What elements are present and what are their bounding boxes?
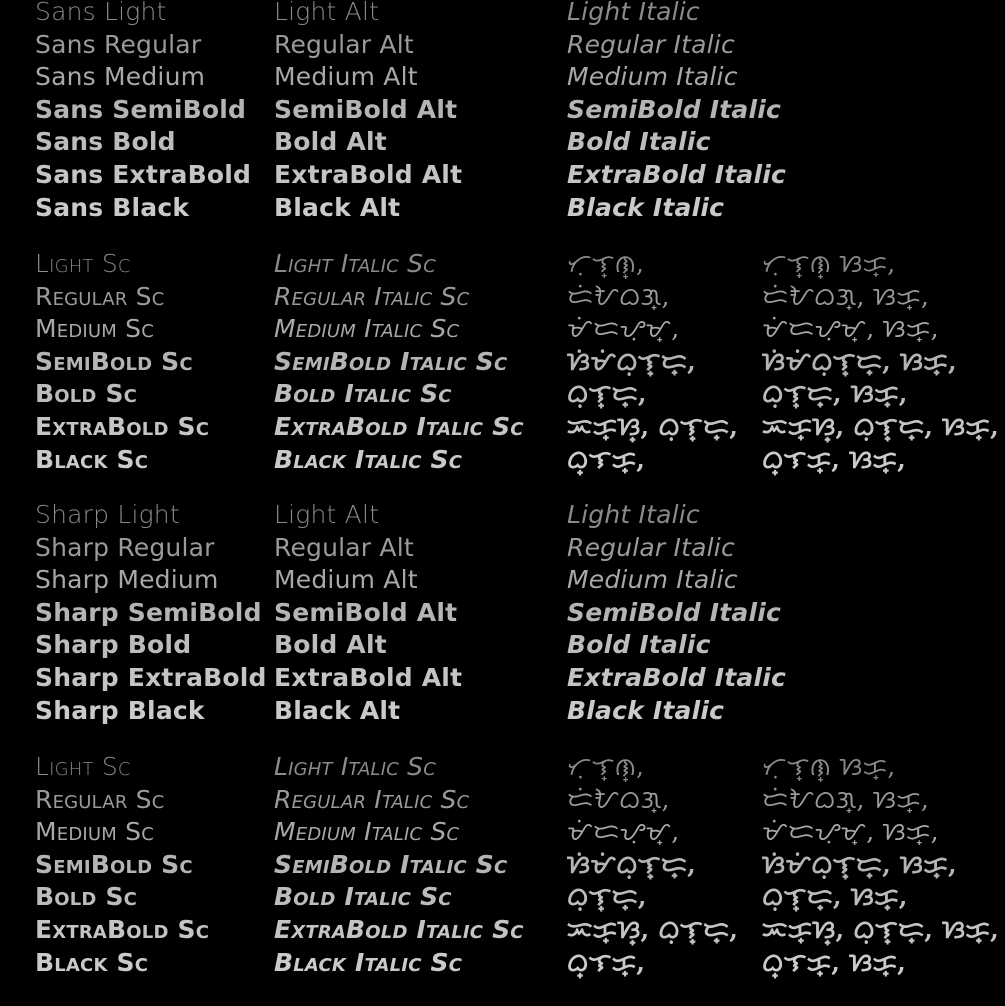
specimen-line: Sans Black: [35, 192, 190, 222]
script-line: ᜇᜒᜀᜊᜄ᜔, ᜐᜃ᜔,: [762, 784, 930, 814]
specimen-line: Medium Alt: [274, 565, 418, 595]
specimen-line: ExtraBold Sc: [35, 411, 210, 441]
script-line: ᜇᜒᜀᜊᜄ᜔,: [567, 281, 670, 311]
specimen-line: Bold Alt: [274, 630, 387, 660]
specimen-line: Sans SemiBold: [35, 94, 247, 124]
specimen-line: Bold Italic Sc: [274, 379, 452, 409]
script-line: ᜐᜒᜋᜒᜊᜓᜎ᜔ᜇ᜔, ᜐᜃ᜔,: [762, 346, 957, 376]
specimen-line: Black Italic: [567, 695, 725, 725]
script-line: ᜁᜃ᜔ᜐ᜔, ᜊᜓᜎ᜔ᜇ᜔, ᜐᜃ᜔,: [762, 411, 999, 441]
specimen-line: Medium Italic: [567, 565, 738, 595]
specimen-line: Sharp Bold: [35, 630, 192, 660]
specimen-line: Sharp Black: [35, 695, 205, 725]
specimen-line: SemiBold Alt: [274, 597, 458, 627]
script-line: ᜊᜓᜎ᜔ᜇ᜔,: [567, 882, 647, 912]
specimen-line: Light Italic Sc: [274, 249, 436, 278]
script-line: ᜇᜒᜀᜊᜄ᜔, ᜐᜃ᜔,: [762, 281, 930, 311]
column-baybayin-sc-weights: [762, 248, 999, 476]
column-alt-weights: [274, 0, 462, 224]
column-alt-weights: [274, 499, 462, 727]
specimen-line: Bold Alt: [274, 127, 387, 157]
script-line: ᜐᜒᜋᜒᜊᜓᜎ᜔ᜇ᜔,: [567, 346, 697, 376]
specimen-line: Black Alt: [274, 695, 401, 725]
script-line: ᜊ᜔ᜎᜃ᜔,: [567, 947, 646, 977]
script-line: ᜊ᜔ᜎᜃ᜔, ᜐᜃ᜔,: [762, 444, 907, 474]
specimen-line: ExtraBold Italic: [567, 662, 787, 692]
specimen-line: SemiBold Sc: [35, 346, 193, 376]
specimen-line: Medium Alt: [274, 62, 418, 92]
specimen-line: Light Italic: [567, 500, 700, 529]
column-baybayin-weights: [567, 248, 738, 476]
specimen-line: Medium Italic Sc: [274, 817, 460, 847]
specimen-line: Black Italic: [567, 192, 725, 222]
script-line: ᜐᜒᜋᜒᜊᜓᜎ᜔ᜇ᜔, ᜐᜃ᜔,: [762, 849, 957, 879]
script-line: ᜊᜓᜎ᜔ᜇ᜔,: [567, 379, 647, 409]
specimen-line: Regular Alt: [274, 532, 414, 562]
specimen-line: Black Alt: [274, 192, 401, 222]
specimen-line: SemiBold Sc: [35, 849, 193, 879]
specimen-line: Regular Italic Sc: [274, 281, 470, 311]
specimen-line: ExtraBold Alt: [274, 159, 463, 189]
script-line: ᜋᜒᜇᜌᜓᜋ᜔, ᜐᜃ᜔,: [762, 817, 939, 847]
specimen-line: Sans Light: [35, 0, 167, 26]
specimen-line: Light Alt: [274, 0, 380, 26]
column-italic-weights: [567, 0, 786, 224]
specimen-line: Sans Medium: [35, 62, 206, 92]
script-line: ᜇᜒᜀᜊᜄ᜔,: [567, 784, 670, 814]
specimen-line: Regular Sc: [35, 281, 165, 311]
specimen-line: Sharp Medium: [35, 565, 219, 595]
column-sans-weights: [35, 0, 251, 224]
script-line: ᜊ᜔ᜎᜃ᜔, ᜐᜃ᜔,: [762, 947, 907, 977]
specimen-line: Regular Italic: [567, 29, 735, 59]
specimen-line: Medium Italic Sc: [274, 314, 460, 344]
specimen-line: Sans Bold: [35, 127, 176, 157]
specimen-line: ExtraBold Italic: [567, 159, 787, 189]
script-line: ᜆᜓᜎ᜔ᜈ᜔,: [567, 249, 645, 278]
specimen-line: SemiBold Alt: [274, 94, 458, 124]
specimen-line: Light Italic Sc: [274, 752, 436, 781]
specimen-line: Sharp ExtraBold: [35, 662, 267, 692]
script-line: ᜋᜒᜇᜌᜓᜋ᜔, ᜐᜃ᜔,: [762, 314, 939, 344]
script-line: ᜁᜃ᜔ᜐ᜔, ᜊᜓᜎ᜔ᜇ᜔,: [567, 914, 739, 944]
specimen-line: SemiBold Italic: [567, 94, 782, 124]
specimen-line: Light Alt: [274, 500, 380, 529]
column-italic-smallcaps-weights: [274, 751, 524, 979]
specimen-line: Black Sc: [35, 444, 149, 474]
specimen-line: Regular Alt: [274, 29, 414, 59]
script-line: ᜋᜒᜇᜌᜓᜋ᜔,: [567, 817, 680, 847]
script-line: ᜆᜓᜎ᜔ᜈ᜔,: [567, 752, 645, 781]
specimen-line: Medium Sc: [35, 817, 155, 847]
specimen-line: SemiBold Italic Sc: [274, 346, 508, 376]
specimen-line: ExtraBold Italic Sc: [274, 411, 524, 441]
specimen-line: ExtraBold Italic Sc: [274, 914, 524, 944]
script-line: ᜆᜓᜎ᜔ᜈ᜔ ᜐᜃ᜔,: [762, 249, 896, 278]
specimen-line: Bold Italic: [567, 630, 711, 660]
specimen-line: Bold Italic: [567, 127, 711, 157]
column-smallcaps-weights: [35, 751, 209, 979]
script-line: ᜁᜃ᜔ᜐ᜔, ᜊᜓᜎ᜔ᜇ᜔, ᜐᜃ᜔,: [762, 914, 999, 944]
script-line: ᜊᜓᜎ᜔ᜇ᜔, ᜐᜃ᜔,: [762, 379, 908, 409]
specimen-line: Black Sc: [35, 947, 149, 977]
specimen-line: ExtraBold Alt: [274, 662, 463, 692]
specimen-line: Regular Italic Sc: [274, 784, 470, 814]
script-line: ᜊᜓᜎ᜔ᜇ᜔, ᜐᜃ᜔,: [762, 882, 908, 912]
specimen-line: SemiBold Italic: [567, 597, 782, 627]
specimen-line: Sharp Regular: [35, 532, 215, 562]
column-baybayin-sc-weights: [762, 751, 999, 979]
column-baybayin-weights: [567, 751, 738, 979]
specimen-line: Medium Italic: [567, 62, 738, 92]
specimen-line: Light Italic: [567, 0, 700, 26]
column-italic-weights: [567, 499, 786, 727]
script-line: ᜆᜓᜎ᜔ᜈ᜔ ᜐᜃ᜔,: [762, 752, 896, 781]
specimen-line: Bold Italic Sc: [274, 882, 452, 912]
specimen-line: Light Sc: [35, 249, 131, 278]
specimen-line: ExtraBold Sc: [35, 914, 210, 944]
specimen-line: Black Italic Sc: [274, 444, 463, 474]
specimen-line: SemiBold Italic Sc: [274, 849, 508, 879]
specimen-line: Light Sc: [35, 752, 131, 781]
specimen-line: Medium Sc: [35, 314, 155, 344]
script-line: ᜐᜒᜋᜒᜊᜓᜎ᜔ᜇ᜔,: [567, 849, 697, 879]
specimen-line: Bold Sc: [35, 379, 138, 409]
column-italic-smallcaps-weights: [274, 248, 524, 476]
column-smallcaps-weights: [35, 248, 209, 476]
specimen-line: Bold Sc: [35, 882, 138, 912]
script-line: ᜊ᜔ᜎᜃ᜔,: [567, 444, 646, 474]
script-line: ᜁᜃ᜔ᜐ᜔, ᜊᜓᜎ᜔ᜇ᜔,: [567, 411, 739, 441]
specimen-line: Regular Italic: [567, 532, 735, 562]
specimen-line: Sans ExtraBold: [35, 159, 252, 189]
specimen-line: Black Italic Sc: [274, 947, 463, 977]
script-line: ᜋᜒᜇᜌᜓᜋ᜔,: [567, 314, 680, 344]
column-sharp-weights: [35, 499, 267, 727]
specimen-line: Sharp Light: [35, 500, 180, 529]
specimen-line: Regular Sc: [35, 784, 165, 814]
specimen-line: Sharp SemiBold: [35, 597, 262, 627]
specimen-line: Sans Regular: [35, 29, 202, 59]
